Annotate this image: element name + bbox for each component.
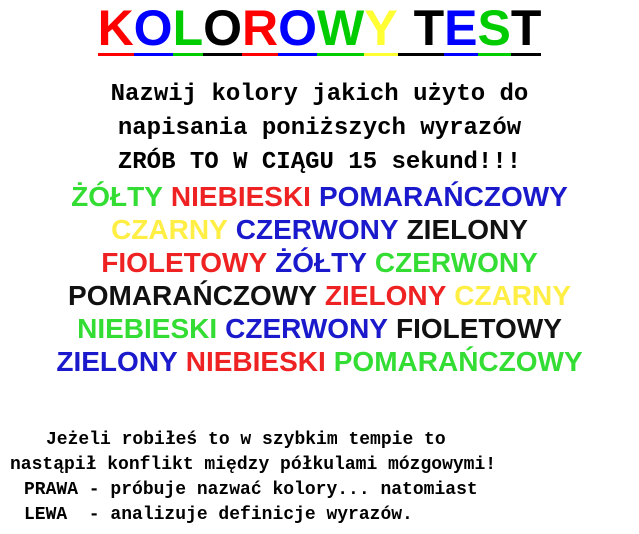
- title-letter: O: [133, 0, 173, 56]
- title-letter: E: [444, 0, 478, 56]
- color-word: NIEBIESKI: [185, 346, 326, 377]
- color-word: POMARAŃCZOWY: [318, 181, 568, 212]
- title-letter: O: [278, 0, 318, 56]
- color-word: ZIELONY: [324, 280, 447, 311]
- color-word: ZIELONY: [406, 214, 528, 245]
- title-letter: T: [413, 0, 445, 56]
- title-letter: R: [242, 0, 279, 56]
- explanation-line-2: nastąpił konflikt między półkulami mózgowymi!: [10, 455, 497, 475]
- color-word: CZARNY: [111, 214, 228, 245]
- title-letter: K: [97, 0, 134, 56]
- title-letter: O: [203, 0, 243, 56]
- instruction-line-3: ZRÓB TO W CIĄGU 15 sekund!!!: [117, 149, 522, 176]
- grid-row: [0, 180, 639, 213]
- grid-row: [0, 213, 639, 246]
- title-letter: T: [510, 0, 542, 56]
- title-space: [398, 3, 414, 56]
- color-word: CZERWONY: [235, 214, 399, 245]
- explanation-line-1: Jeżeli robiłeś to w szybkim tempie to: [46, 430, 446, 450]
- color-word: CZARNY: [454, 280, 571, 311]
- explanation: [0, 428, 639, 528]
- color-word: ŻÓŁTY: [275, 247, 367, 278]
- grid-row: [0, 246, 639, 279]
- grid-row: [0, 345, 639, 378]
- color-word: FIOLETOWY: [395, 313, 562, 344]
- color-word: ZIELONY: [56, 346, 178, 377]
- title-letter: L: [172, 0, 204, 56]
- color-word: POMARAŃCZOWY: [333, 346, 583, 377]
- explanation-line-3: PRAWA - próbuje nazwać kolory... natomiast: [24, 480, 478, 500]
- instructions: [0, 78, 639, 180]
- color-word: NIEBIESKI: [170, 181, 311, 212]
- instruction-line-1: Nazwij kolory jakich użyto do: [110, 81, 529, 108]
- color-word: ŻÓŁTY: [71, 181, 163, 212]
- color-word: FIOLETOWY: [101, 247, 268, 278]
- title-letter: S: [477, 0, 511, 56]
- instruction-line-2: napisania poniższych wyrazów: [117, 115, 522, 142]
- grid-row: [0, 279, 639, 312]
- color-word: POMARAŃCZOWY: [68, 280, 317, 311]
- color-word: NIEBIESKI: [77, 313, 218, 344]
- color-word-grid: [0, 180, 639, 378]
- page-title: [0, 0, 639, 58]
- grid-row: [0, 312, 639, 345]
- explanation-line-4: LEWA - analizuje definicje wyrazów.: [24, 505, 413, 525]
- color-word: CZERWONY: [225, 313, 388, 344]
- color-word: CZERWONY: [374, 247, 538, 278]
- title-letter: W: [317, 0, 365, 56]
- title-letter: Y: [364, 0, 398, 56]
